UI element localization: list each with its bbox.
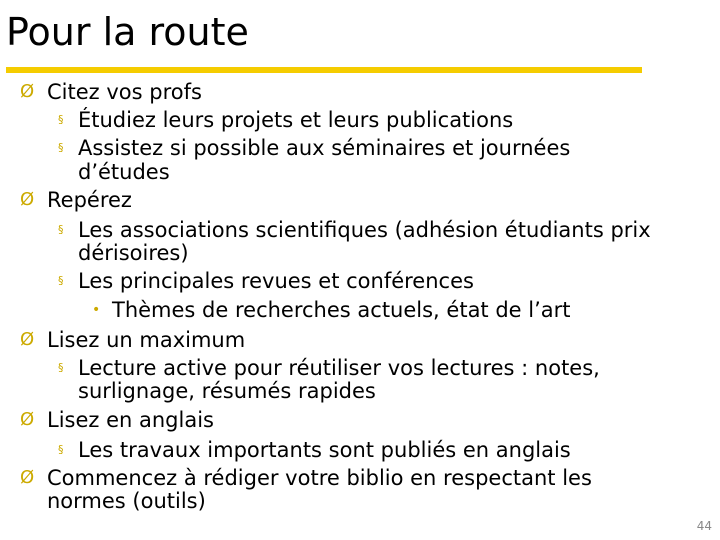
page-number: 44 xyxy=(696,519,712,533)
square-bullet-icon: § xyxy=(58,274,64,287)
bullet-lisez-maximum: Lisez un maximum xyxy=(47,328,246,352)
bullet-reperez: Repérez xyxy=(47,188,132,212)
bullet-assistez-cont: d’études xyxy=(78,160,170,184)
bullet-travaux: Les travaux importants sont publiés en anglais xyxy=(78,438,571,462)
bullet-associations-cont: dérisoires) xyxy=(78,241,189,265)
square-bullet-icon: § xyxy=(58,113,64,126)
slide-title: Pour la route xyxy=(6,10,249,54)
arrow-bullet-icon: Ø xyxy=(20,409,35,430)
bullet-themes: Thèmes de recherches actuels, état de l’art xyxy=(112,298,571,322)
bullet-commencez: Commencez à rédiger votre biblio en respectant les xyxy=(47,466,592,490)
bullet-etudiez: Étudiez leurs projets et leurs publications xyxy=(78,108,514,132)
bullet-associations: Les associations scientifiques (adhésion étudiants prix xyxy=(78,218,651,242)
square-bullet-icon: § xyxy=(58,223,64,236)
square-bullet-icon: § xyxy=(58,361,64,374)
bullet-lecture: Lecture active pour réutiliser vos lectures : notes, xyxy=(78,356,600,380)
arrow-bullet-icon: Ø xyxy=(20,467,35,488)
bullet-citez: Citez vos profs xyxy=(47,80,202,104)
bullet-lisez-anglais: Lisez en anglais xyxy=(47,408,214,432)
bullet-assistez: Assistez si possible aux séminaires et journées xyxy=(78,136,571,160)
dot-bullet-icon: • xyxy=(92,302,101,318)
bullet-commencez-cont: normes (outils) xyxy=(47,489,206,513)
arrow-bullet-icon: Ø xyxy=(20,189,35,210)
bullet-revues: Les principales revues et conférences xyxy=(78,269,474,293)
arrow-bullet-icon: Ø xyxy=(20,329,35,350)
square-bullet-icon: § xyxy=(58,443,64,456)
arrow-bullet-icon: Ø xyxy=(20,81,35,102)
bullet-lecture-cont: surlignage, résumés rapides xyxy=(78,379,376,403)
title-underline xyxy=(6,67,642,73)
square-bullet-icon: § xyxy=(58,141,64,154)
